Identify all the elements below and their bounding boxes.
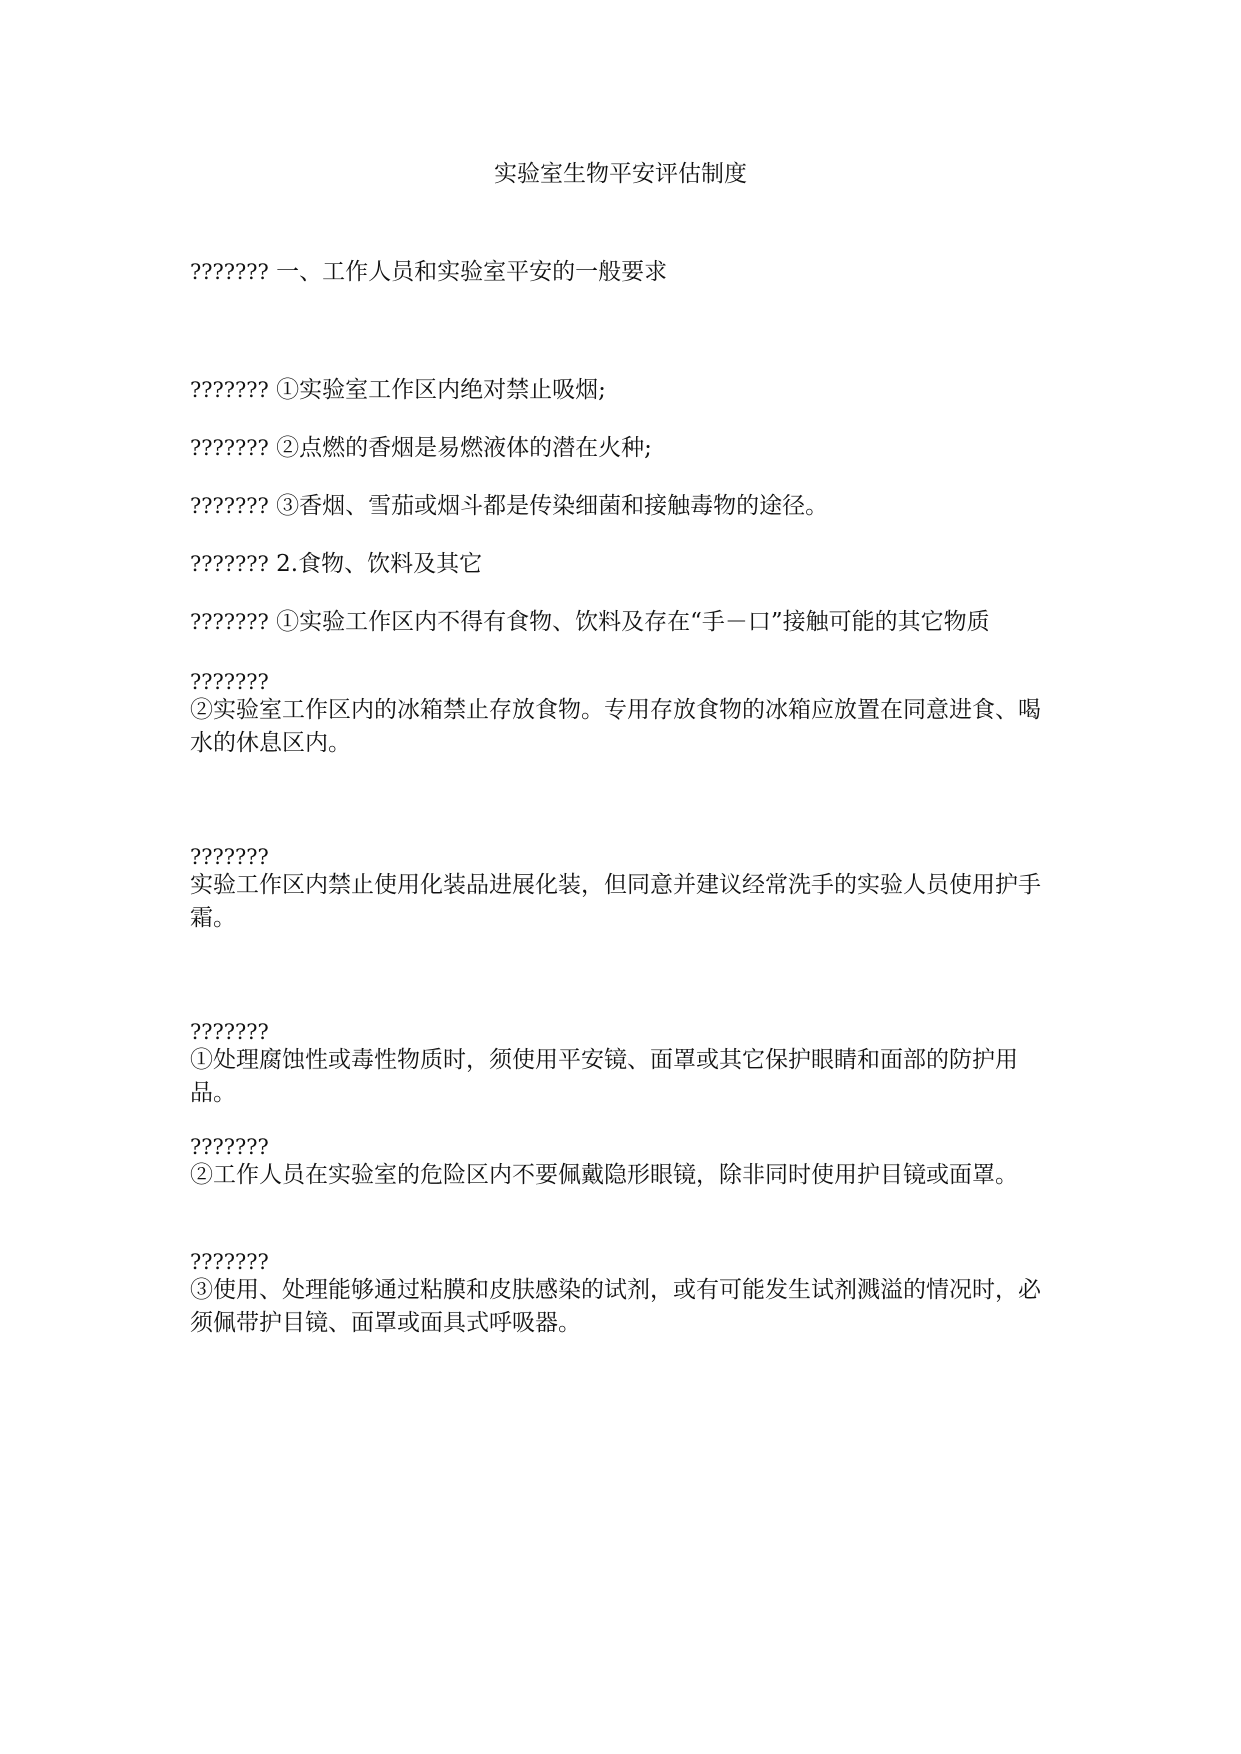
paragraph-line (190, 432, 1055, 465)
document-title: 实验室生物平安评估制度 (494, 161, 747, 187)
paragraph-text: ①实验室工作区内绝对禁止吸烟; (268, 377, 606, 403)
paragraph-text: ①实验工作区内不得有食物、饮料及存在“手－口”接触可能的其它物质 (268, 609, 990, 635)
subsection-heading-text: 2.食物、饮料及其它 (268, 551, 483, 577)
placeholder-marker: ??????? (190, 670, 269, 694)
paragraph-text: ②工作人员在实验室的危险区内不要佩戴隐形眼镜，除非同时使用护目镜或面罩。 (190, 1162, 1018, 1188)
subsection-heading (190, 548, 1055, 581)
placeholder-marker: ??????? (190, 436, 269, 460)
paragraph-block (190, 670, 1055, 760)
paragraph-text: ③使用、处理能够通过粘膜和皮肤感染的试剂，或有可能发生试剂溅溢的情况时，必须佩带护目镜、面罩或面具式呼吸器。 (190, 1277, 1041, 1336)
paragraph-block (190, 1135, 1055, 1192)
paragraph-block (190, 1250, 1055, 1340)
placeholder-marker: ??????? (190, 260, 269, 284)
paragraph-text: ①处理腐蚀性或毒性物质时，须使用平安镜、面罩或其它保护眼睛和面部的防护用品。 (190, 1047, 1018, 1106)
paragraph-block (190, 845, 1055, 935)
section-heading (190, 256, 1055, 289)
paragraph-line (190, 606, 1055, 639)
paragraph-text: ②点燃的香烟是易燃液体的潜在火种; (268, 435, 652, 461)
placeholder-marker: ??????? (190, 378, 269, 402)
paragraph-block (190, 1020, 1055, 1110)
placeholder-marker: ??????? (190, 1020, 269, 1044)
paragraph-text: 实验工作区内禁止使用化装品进展化装，但同意并建议经常洗手的实验人员使用护手霜。 (190, 872, 1041, 931)
placeholder-marker: ??????? (190, 610, 269, 634)
placeholder-marker: ??????? (190, 1250, 269, 1274)
paragraph-text: ③香烟、雪茄或烟斗都是传染细菌和接触毒物的途径。 (268, 493, 829, 519)
paragraph-line (190, 374, 1055, 407)
placeholder-marker: ??????? (190, 552, 269, 576)
section-heading-text: 一、工作人员和实验室平安的一般要求 (268, 259, 668, 285)
paragraph-line (190, 490, 1055, 523)
paragraph-text: ②实验室工作区内的冰箱禁止存放食物。专用存放食物的冰箱应放置在同意进食、喝水的休息区内。 (190, 697, 1041, 756)
placeholder-marker: ??????? (190, 1135, 269, 1159)
placeholder-marker: ??????? (190, 845, 269, 869)
placeholder-marker: ??????? (190, 494, 269, 518)
